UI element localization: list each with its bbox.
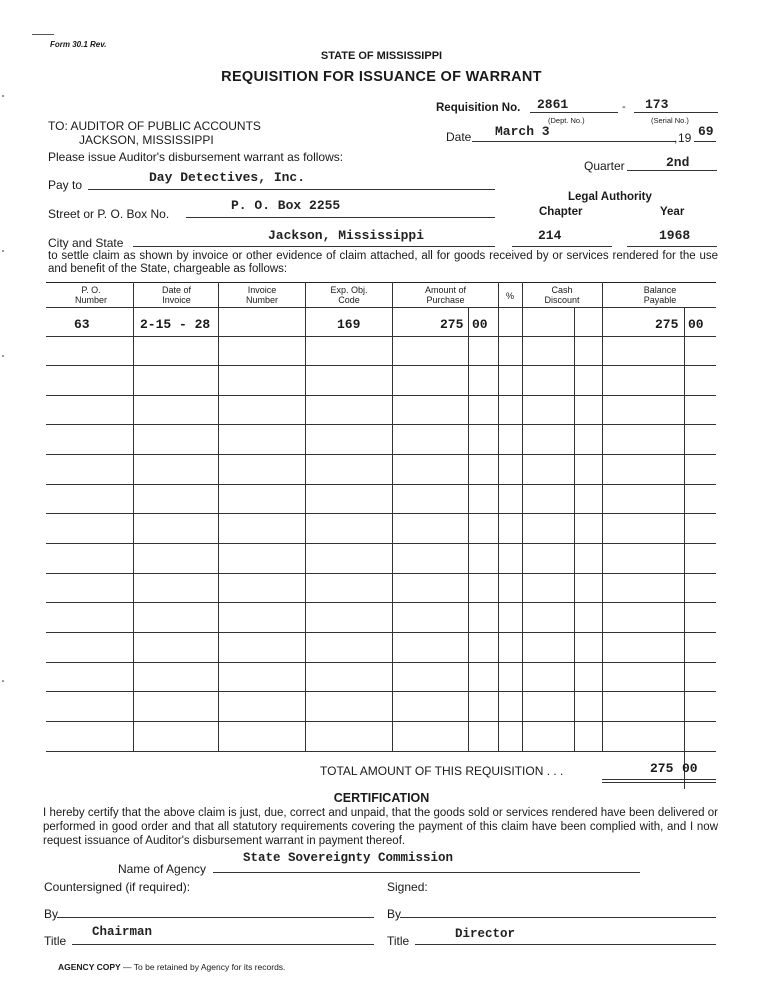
page-title: REQUISITION FOR ISSUANCE OF WARRANT	[221, 69, 542, 85]
amount-dollars-cell[interactable]: 275	[440, 317, 464, 332]
table-top-border	[46, 282, 716, 283]
table-col-line	[133, 282, 134, 752]
column-header-discount: Cash Discount	[544, 285, 580, 305]
margin-mark	[2, 250, 4, 252]
year-prefix: 19	[678, 131, 692, 145]
dept-no-caption: (Dept. No.)	[548, 116, 585, 125]
table-row-line	[46, 365, 716, 366]
legal-year-label: Year	[660, 206, 685, 218]
footer-note	[58, 962, 285, 972]
signer-by-label: By	[387, 907, 402, 921]
requisition-label: Requisition No.	[436, 102, 521, 114]
table-row-line	[46, 543, 716, 544]
pay-to-line	[88, 189, 495, 190]
table-col-line	[392, 282, 393, 752]
signed-label: Signed:	[387, 880, 428, 894]
table-col-line	[602, 282, 603, 752]
table-row-line	[46, 602, 716, 603]
quarter-label: Quarter	[584, 159, 625, 173]
margin-mark	[2, 95, 4, 97]
signer-by-line[interactable]	[400, 917, 716, 918]
legal-year-value[interactable]: 1968	[659, 228, 691, 243]
agency-label: Name of Agency	[118, 862, 207, 876]
addressee-line1: TO: AUDITOR OF PUBLIC ACCOUNTS	[48, 119, 261, 133]
street-label: Street or P. O. Box No.	[48, 207, 170, 221]
city-line	[133, 246, 495, 247]
table-cents-line	[574, 307, 575, 752]
date-line	[472, 141, 676, 142]
pay-to-label: Pay to	[48, 178, 83, 192]
agency-copy-label: AGENCY COPY	[58, 962, 121, 972]
total-underline	[602, 782, 716, 783]
countersign-title-label: Title	[44, 934, 67, 948]
amount-cents-cell[interactable]: 00	[472, 317, 488, 332]
countersign-title-value[interactable]: Chairman	[92, 925, 153, 939]
street-line	[186, 217, 495, 218]
quarter-value[interactable]: 2nd	[666, 155, 690, 170]
column-header-invoice: Invoice Number	[245, 285, 278, 305]
table-cents-line	[684, 307, 685, 789]
signer-title-value[interactable]: Director	[455, 927, 516, 941]
signer-title-label: Title	[387, 934, 410, 948]
street-value[interactable]: P. O. Box 2255	[231, 198, 341, 213]
total-underline	[602, 779, 716, 780]
countersign-title-line	[72, 944, 374, 945]
table-row-line	[46, 336, 716, 337]
column-header-po: P. O. Number	[74, 285, 107, 305]
countersign-by-line[interactable]	[57, 917, 374, 918]
year-value[interactable]: 69	[698, 124, 714, 139]
table-col-line	[218, 282, 219, 752]
date-value[interactable]: March 3	[495, 124, 550, 139]
invoice-date-cell[interactable]: 2-15 - 28	[140, 317, 211, 332]
year-comma: ,	[674, 131, 678, 145]
dept-no-line	[530, 112, 618, 113]
table-col-line	[498, 282, 499, 752]
column-header-date: Date of Invoice	[161, 285, 192, 305]
legal-year-line	[627, 246, 717, 247]
instruction-text: Please issue Auditor's disbursement warrant as follows:	[48, 150, 344, 164]
certification-text: I hereby certify that the above claim is just, due, correct and unpaid, that the goods sold or services rendered have been delivered or performed in good order and that all statutory requirements covering the payment of this claim have been complied with, and I now request issuance of Auditor's disbursement warrant in payment thereof.	[43, 807, 718, 847]
total-cents[interactable]: 00	[682, 761, 698, 776]
balance-dollars-cell[interactable]: 275	[655, 317, 679, 332]
table-row-line	[46, 454, 716, 455]
claim-text: to settle claim as shown by invoice or other evidence of claim attached, all for goods received by or services rendered for the use and benefit of the State, chargeable as follows:	[48, 250, 718, 275]
table-col-line	[305, 282, 306, 752]
agency-value[interactable]: State Sovereignty Commission	[243, 851, 454, 865]
form-number: Form 30.1 Rev.	[50, 40, 107, 49]
signer-title-line	[415, 944, 716, 945]
date-label: Date	[446, 130, 472, 144]
chapter-value[interactable]: 214	[538, 228, 562, 243]
addressee-line2: JACKSON, MISSISSIPPI	[79, 133, 214, 147]
agency-line	[213, 872, 640, 873]
po-number-cell[interactable]: 63	[74, 317, 90, 332]
chapter-line	[512, 246, 612, 247]
column-header-balance: Balance Payable	[643, 285, 677, 305]
column-header-amount: Amount of Purchase	[424, 285, 467, 305]
column-header-percent: %	[505, 291, 514, 301]
serial-no-line	[634, 112, 718, 113]
city-value[interactable]: Jackson, Mississippi	[268, 228, 425, 243]
table-row-line	[46, 691, 716, 692]
dept-no-value[interactable]: 2861	[537, 97, 569, 112]
exp-code-cell[interactable]: 169	[337, 317, 361, 332]
city-label: City and State	[48, 236, 124, 250]
form-mark	[32, 34, 54, 35]
state-heading: STATE OF MISSISSIPPI	[320, 50, 443, 62]
table-row-line	[46, 632, 716, 633]
table-row-line	[46, 513, 716, 514]
requisition-dash: -	[622, 101, 626, 113]
table-row-line	[46, 424, 716, 425]
table-header-divider	[46, 307, 716, 308]
serial-no-caption: (Serial No.)	[651, 116, 689, 125]
legal-authority-title: Legal Authority	[568, 191, 652, 203]
table-row-line	[46, 662, 716, 663]
countersigned-label: Countersigned (if required):	[44, 880, 191, 894]
chapter-label: Chapter	[539, 206, 583, 218]
balance-cents-cell[interactable]: 00	[688, 317, 704, 332]
year-line	[694, 141, 716, 142]
countersign-by-label: By	[44, 907, 59, 921]
margin-mark	[2, 355, 4, 357]
table-row-line	[46, 395, 716, 396]
column-header-code: Exp. Obj. Code	[330, 285, 368, 305]
agency-copy-note: — To be retained by Agency for its records.	[123, 962, 286, 972]
pay-to-value[interactable]: Day Detectives, Inc.	[149, 170, 306, 185]
serial-no-value[interactable]: 173	[645, 97, 669, 112]
table-row-line	[46, 751, 716, 752]
quarter-line	[627, 170, 717, 171]
table-row-line	[46, 484, 716, 485]
certification-title: CERTIFICATION	[333, 791, 430, 805]
table-row-line	[46, 573, 716, 574]
table-cents-line	[468, 307, 469, 752]
total-label: TOTAL AMOUNT OF THIS REQUISITION . . .	[320, 764, 564, 778]
table-col-line	[522, 282, 523, 752]
table-row-line	[46, 721, 716, 722]
margin-mark	[2, 680, 4, 682]
total-dollars[interactable]: 275	[650, 761, 674, 776]
